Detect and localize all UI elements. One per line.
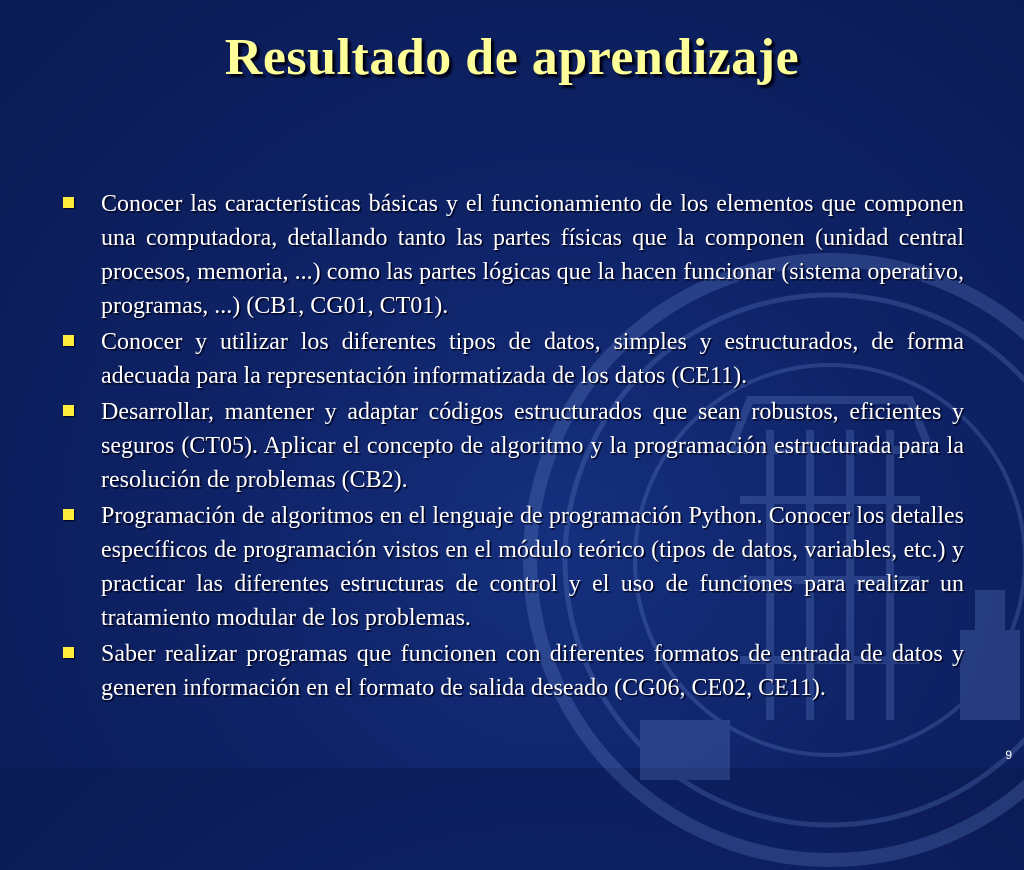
- bullet-text: Programación de algoritmos en el lenguaje de programación Python. Conocer los detalles específicos de programación vistos en el módulo teórico (tipos de datos, variables, etc.) y practicar las diferentes estructuras de control y el uso de funciones para realizar un tratamiento modular de los problemas.: [101, 503, 964, 631]
- bullet-text: Conocer las características básicas y el funcionamiento de los elementos que componen una computadora, detallando tanto las partes físicas que la componen (unidad central procesos, memoria, ...) como las partes lógicas que la hacen funcionar (sistema operativo, programas, ...) (CB1, CG01, CT01).: [101, 191, 964, 319]
- bullet-item: [60, 499, 964, 635]
- bullet-text: Desarrollar, mantener y adaptar códigos estructurados que sean robustos, eficientes y seguros (CT05). Aplicar el concepto de algoritmo y la programación estructurada para la resolución de problemas (CB2).: [101, 399, 964, 493]
- bullet-item: [60, 395, 964, 497]
- square-bullet-icon: [63, 335, 74, 346]
- square-bullet-icon: [63, 509, 74, 520]
- bullet-item: [60, 637, 964, 705]
- bullet-list: [60, 187, 964, 707]
- bullet-item: [60, 325, 964, 393]
- bullet-text: Conocer y utilizar los diferentes tipos de datos, simples y estructurados, de forma adecuada para la representación informatizada de los datos (CE11).: [101, 329, 964, 389]
- bullet-text: Saber realizar programas que funcionen con diferentes formatos de entrada de datos y generen información en el formato de salida deseado (CG06, CE02, CE11).: [101, 641, 964, 701]
- slide-title: Resultado de aprendizaje: [224, 29, 800, 86]
- square-bullet-icon: [63, 647, 74, 658]
- bullet-item: [60, 187, 964, 323]
- square-bullet-icon: [63, 405, 74, 416]
- square-bullet-icon: [63, 197, 74, 208]
- page-number: 9: [1005, 748, 1012, 762]
